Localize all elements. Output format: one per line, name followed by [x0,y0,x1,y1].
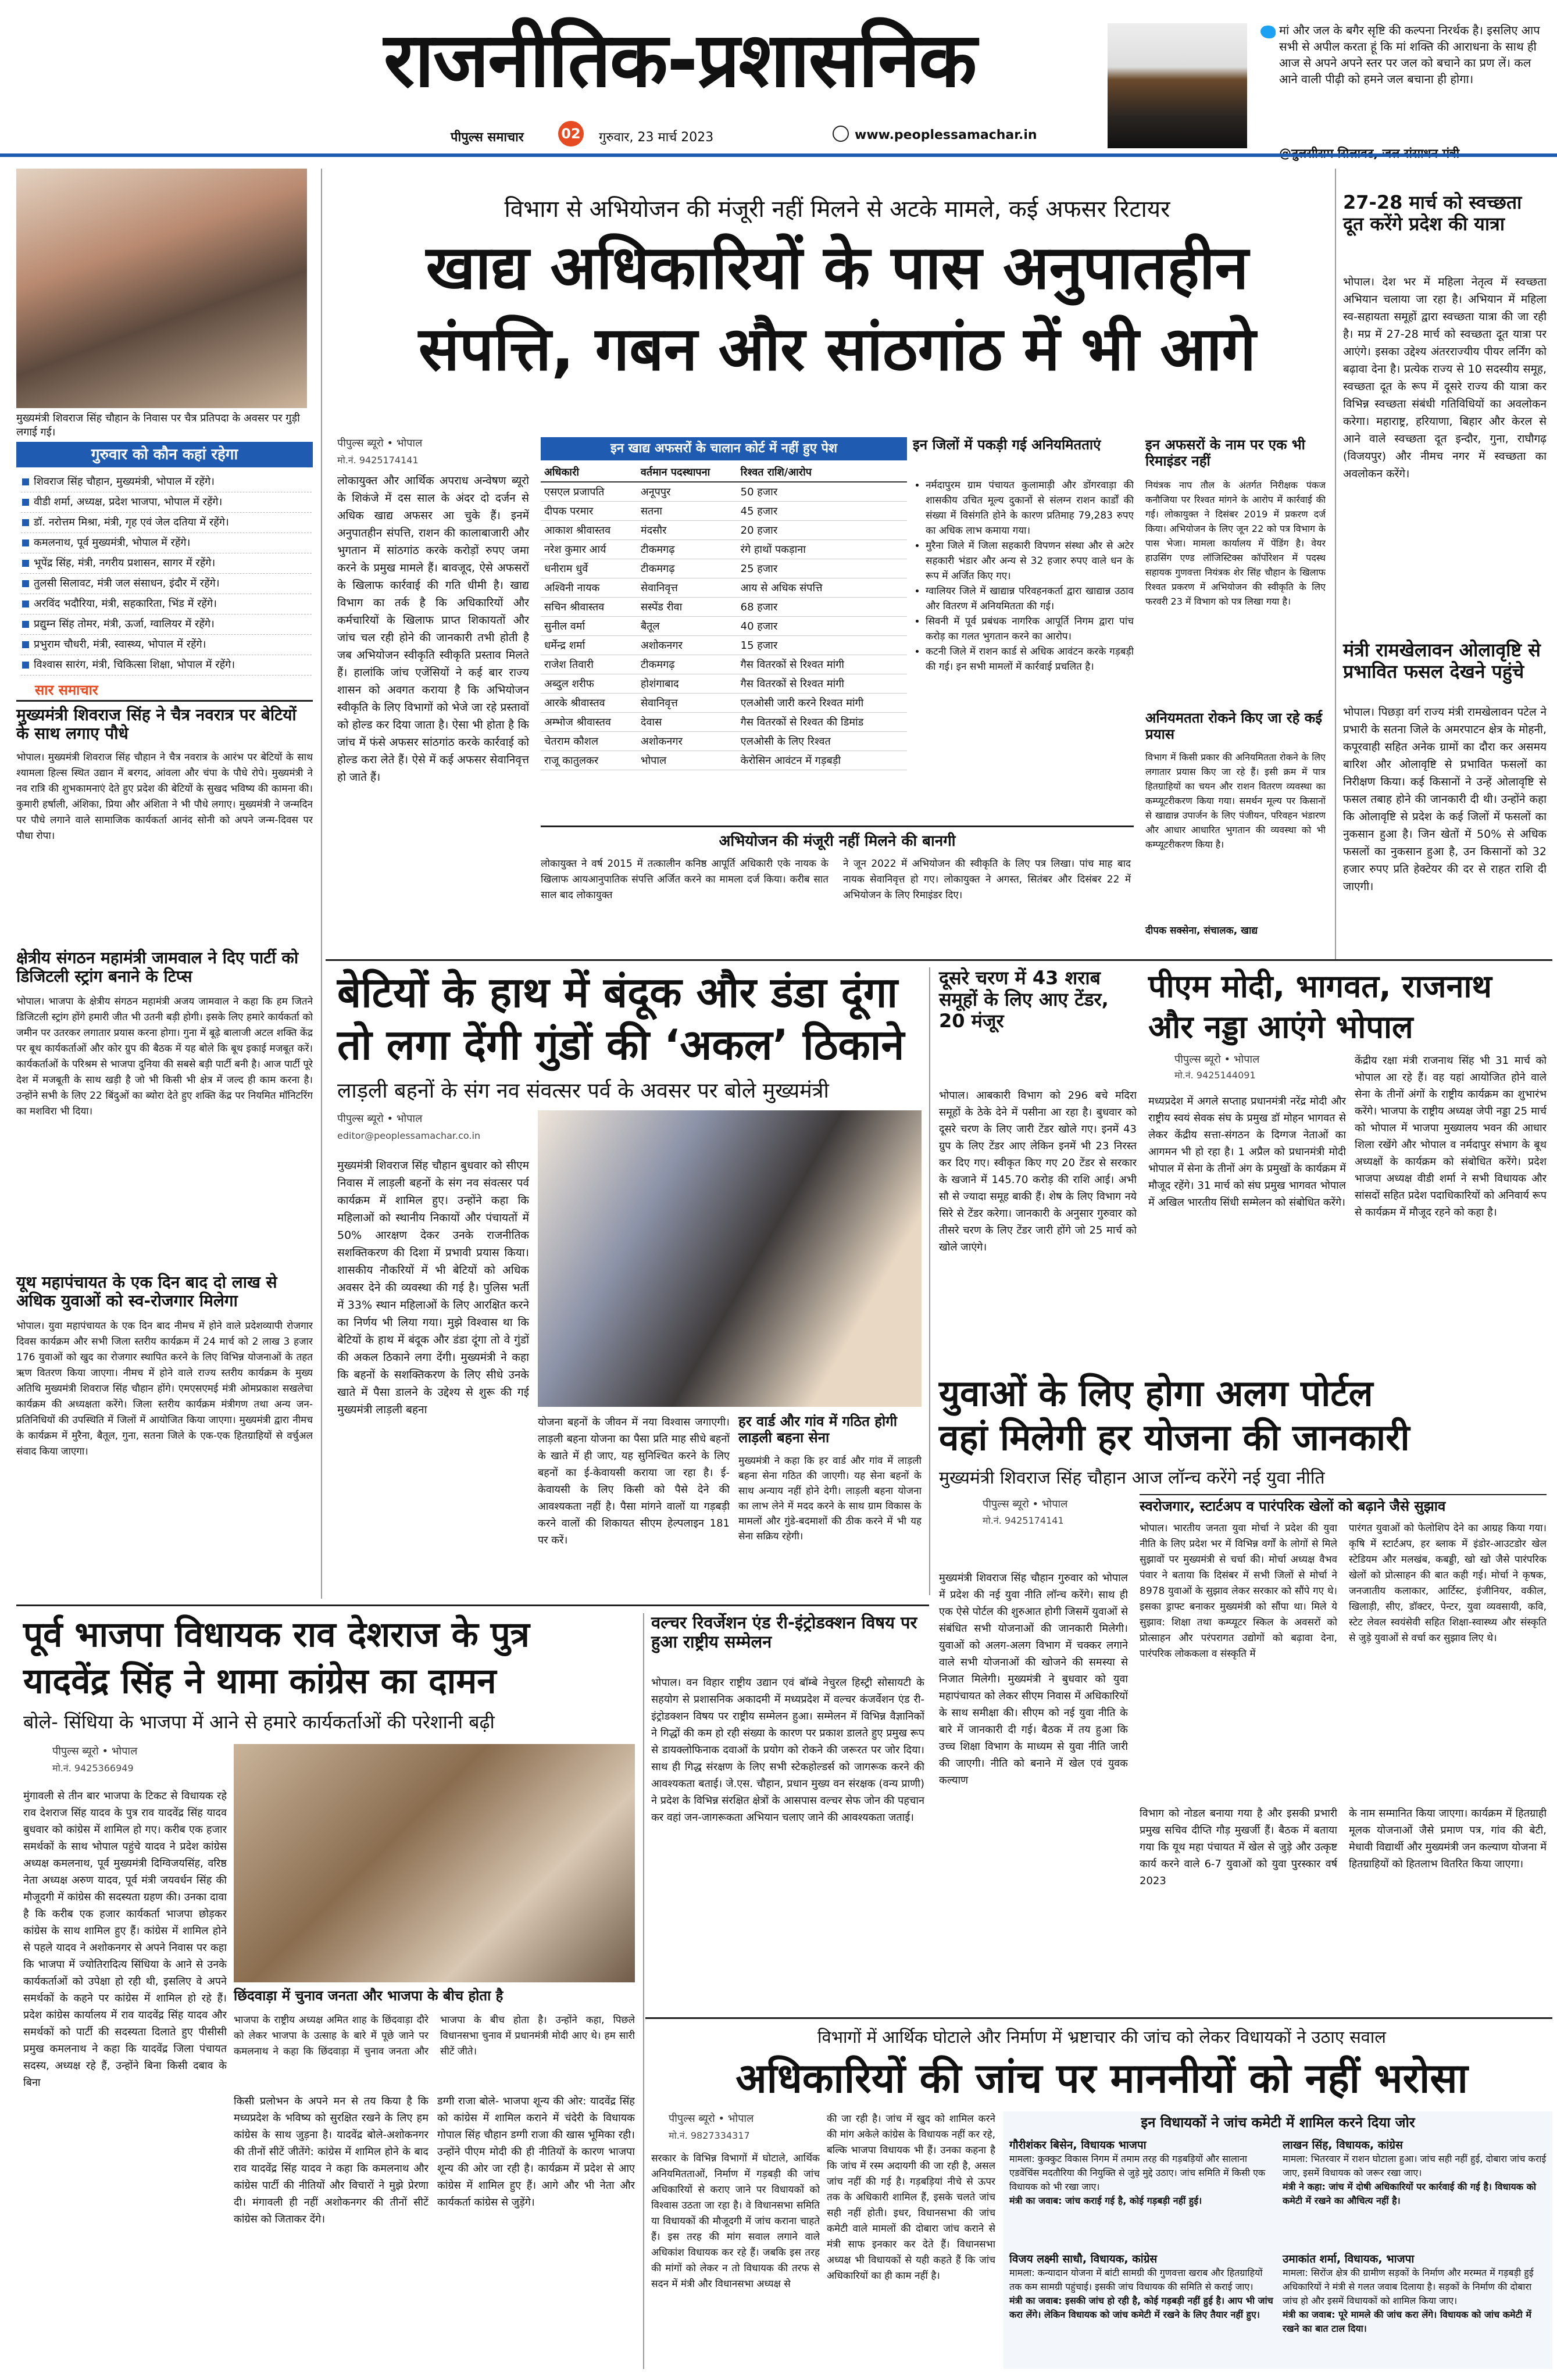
table-row [541,598,907,617]
cell: होशंगाबाद [637,674,737,694]
congress-body-1: मुंगावली से तीन बार भाजपा के टिकट से विधायक रहे राव देशराज सिंह यादव के पुत्र राव यादवेंद्र सिंह यादव बुधवार को कांग्रेस में शामिल हो गए। करीब एक हजार समर्थकों के साथ भोपाल पहुंचे यादव ने प्रदेश कांग्रेस अध्यक्ष कमलनाथ, पूर्व मुख्यमंत्री दिग्विजयसिंह, वरिष्ठ नेता अध्यक्ष अरुण यादव, पूर्व मंत्री जयवर्धन सिंह की मौजूदगी में कांग्रेस की सदस्यता ग्रहण की। उनका दावा है कि करीब एक हजार कार्यकर्ता भाजपा छोड़कर कांग्रेस के साथ शामिल हुए हैं। कांग्रेस में शामिल होने से पहले यादव ने अशोकनगर से अपने निवास पर कहा कि भाजपा में ज्योतिरादित्य सिंधिया के आने से उनके कार्यकर्ताओं को उपेक्षा हो रही थी, इसलिए वे अपने समर्थकों के कहने पर कांग्रेस में शामिल हो रहे हैं। प्रदेश कांग्रेस कार्यालय में राव यादवेंद्र सिंह यादव और समर्थकों को पार्टी की सदस्यता दिलाते हुए पीसीसी प्रमुख कमलनाथ ने कहा कि यादवेंद्र जिला पंचायत सदस्य, अध्यक्ष रहे हैं, उन्होंने बिना किसी दबाव के बिना [23,1790,227,2089]
cell: दीपक परमार [541,502,637,521]
cell: सुनील वर्मा [541,617,637,636]
congress-photo [234,1744,635,1982]
schedule-item: तुलसी सिलावट, मंत्री जल संसाधन, इंदौर में रहेंगे। [21,574,312,594]
cell: अनूपपुर [637,482,737,502]
table-row [541,617,907,636]
congress-byline-text: पीपुल्स ब्यूरो • भोपाल [52,1745,138,1757]
schedule-item: भूपेंद्र सिंह, मंत्री, नगरीय प्रशासन, सागर में रहेंगे। [21,553,312,574]
cell: केरोसिन आवंटन में गड़बड़ी [737,751,907,770]
cell: अश्विनी नायक [541,578,637,598]
table-row [541,655,907,674]
mid-divider [929,967,930,1595]
schedule-item: विश्वास सारंग, मंत्री, चिकित्सा शिक्षा, भोपाल में रहेंगे। [21,655,312,676]
right-divider [1335,169,1336,959]
cell: देवास [637,713,737,732]
congress-headline-1: पूर्व भाजपा विधायक राव देशराज के पुत्र [23,1614,530,1655]
cell: चेतराम कौशल [541,732,637,751]
brief-label: सार समाचार [35,682,98,698]
cell: धर्मेन्द्र शर्मा [541,636,637,655]
swachhata-title: 27-28 मार्च को स्वच्छता दूत करेंगे प्रदेश की यात्रा [1343,191,1522,235]
section-rule [16,1604,929,1606]
congress-body-2: भाजपा के राष्ट्रीय अध्यक्ष अमित शाह के छिंदवाड़ा दौरे को लेकर भाजपा के उत्साह के बारे में पूछे जाने पर कमलनाथ ने कहा कि छिंदवाड़ा में चुनाव जनता और भाजपा के बीच होता है। उन्होंने कहा, पिछले विधानसभा चुनाव में प्रधानमंत्री मोदी आए थे। हम सारी सीटें जीते। [234,2014,635,2057]
brief-body: भोपाल। मुख्यमंत्री शिवराज सिंह चौहान ने चैत्र नवरात्र के आरंभ पर बेटियों के साथ श्यामला हिल्स स्थित उद्यान में बरगद, आंवला और चंपा के पौधे रोपे। मुख्यमंत्री ने नव रात्रि की शुभकामनाएं देते हुए प्रदेश की बेटियों के सुखद भविष्य की कामना की। कुमारी हर्षाली, अंशिका, प्रिया और अंशिता ने भी पौधे लगाए। मुख्यमंत्री ने जन्मदिन पर पौधे लगाने वाले सामाजिक कार्यकर्ता आनंद सोनी को अपने जन्म-दिवस पर पौधा रोपा। [16,752,313,842]
pm-byline-text: पीपुल्स ब्यूरो • भोपाल [1174,1053,1260,1066]
congress-byline [52,1744,137,1758]
schedule-item: कमलनाथ, पूर्व मुख्यमंत्री, भोपाल में रहेंगे। [21,533,312,553]
website-link[interactable]: www.peoplessamachar.in [855,128,1037,142]
mla-name: लाखन सिंह, विधायक, कांग्रेस [1283,2139,1403,2152]
mla-reply: मंत्री ने कहा: जांच में दोषी अधिकारियों पर कार्रवाई की गई है। विधायक को कमेटी में रखने का औचित्य नहीं है। [1283,2181,1537,2206]
mla-issue: मामला: कुक्कुट विकास निगम में तमाम तरह की गड़बड़ियों और सालाना एडवेंचिंस मदतौरिया की नियुक्ति से जुड़े मुद्दे उठाए। जांच समिति में किसी एक विधायक को भी रखा जाए। [1009,2153,1266,2192]
cell: सस्पेंड रीवा [637,598,737,617]
schedule-item: वीडी शर्मा, अध्यक्ष, प्रदेश भाजपा, भोपाल में रहेंगे। [21,492,312,513]
lead-kicker: विभाग से अभियोजन की मंजूरी नहीं मिलने से अटके मामले, कई अफसर रिटायर [504,196,1170,223]
story2-byline-text: पीपुल्स ब्यूरो • भोपाल [337,1113,423,1125]
vulture-title: वल्चर रिवर्जेशन एंड री-इंट्रोडक्शन विषय पर हुआ राष्ट्रीय सम्मेलन [651,1613,917,1652]
brief-title: क्षेत्रीय संगठन महामंत्री जामवाल ने दिए पार्टी को डिजिटली स्ट्रांग बनाने के टिप्स [16,948,299,987]
table-header: अधिकारी [541,463,637,482]
list-item: • मुरैना जिले में जिला सहकारी विपणन संस्था और से अटेर सहकारी भंडार और अन्य से 32 हजार रुपए वाले धन के रूप में अर्जित किए गए। [926,538,1134,584]
mla-kicker: विभागों में आर्थिक घोटाले और निर्माण में भ्रष्टाचार की जांच को लेकर विधायकों ने उठाए सवाल [817,2027,1386,2047]
mla-headline: अधिकारियों की जांच पर माननीयों को नहीं भरोसा [735,2054,1468,2102]
cell: सेवानिवृत्त [637,578,737,598]
cell: भोपाल [637,751,737,770]
cell: मंदसौर [637,521,737,540]
table-row [541,713,907,732]
portal-headline-1: युवाओं के लिए होगा अलग पोर्टल [939,1372,1373,1414]
portal-byline-text: पीपुल्स ब्यूरो • भोपाल [983,1498,1068,1510]
cell: आरके श्रीवास्तव [541,694,637,713]
mla-item [1009,2251,1274,2322]
section-rule [326,959,1552,961]
lead-body: लोकायुक्त और आर्थिक अपराध अन्वेषण ब्यूरो के शिकंजे में दस साल के अंदर दो दर्जन से अधिक खाद्य अफसर आ चुके हैं। इनमें अनुपातहीन संपत्ति, राशन की कालाबाजारी और भुगतान में सांठगांठ करके करोड़ों रुपए जमा करने के प्रमुख मामले हैं। बावजूद, ऐसे अफसरों के खिलाफ कार्रवाई की गति धीमी है। खाद्य विभाग का तर्क है कि अधिकारियों और कर्मचारियों के खिलाफ प्राप्त शिकायतों और जांच चल रही होने की जानकारी तभी होती है जब अभियोजन स्वीकृति स्वीकृति प्रस्ताव मिलते हैं। हालांकि जांच एजेंसियों ने कई बार राज्य शासन को अवगत कराया है कि अभियोजन स्वीकृति के लिए विभागों को भेजे जा रहे प्रस्तावों को होल्ड कर दिया जाता है। ऐसा भी होता है कि जांच में फंसे अफसर सांठगांठ करके कार्रवाई को होल्ड करा लेते हैं। ऐसे में कई अफसर सेवानिवृत्त हो जाते हैं। [337,474,529,784]
schedule-item: अरविंद भदौरिया, मंत्री, सहकारिता, भिंड में रहेंगे। [21,594,312,614]
prevention-title: अनियमतता रोकने किए जा रहे कई प्रयास [1145,710,1323,742]
cell: सेवानिवृत्त [637,694,737,713]
issue-date: गुरुवार, 23 मार्च 2023 [599,130,714,145]
cell: धनीराम धुर्वे [541,559,637,578]
table-header: वर्तमान पदस्थापना [637,463,737,482]
lead-headline-2: संपत्ति, गबन और सांठगांठ में भी आगे [418,313,1256,384]
story2-body-2: योजना बहनों के जीवन में नया विश्वास जगाएगी। लाड़ली बहना योजना का पैसा प्रति माह सीधे बहनों के खाते में ही जाए, यह सुनिश्चित करने के लिए बहनों का ई-केवायसी कराया जा रहा है। ई-केवायसी के लिए किसी को पैसे देने की आवश्यकता नहीं है। पैसा मांगने वालों या गड़बड़ी करने वालों की शिकायत सीएम हेल्पलाइन 181 पर करें। [538,1416,730,1546]
story2-email: editor@peoplessamachar.co.in [337,1130,481,1141]
cell: गैस वितरकों से रिश्वत मांगी [737,674,907,694]
mla-body-2: की जा रही है। जांच में खुद को शामिल करने की मांग अकेले कांग्रेस के विधायक नहीं कर रहे, बल्कि भाजपा विधायक भी हैं। उनका कहना है कि जांच में रस्म अदायगी की जा रही है, असल जांच नहीं की गई है। गड़बड़ियां नीचे से ऊपर तक के अधिकारी शामिल हैं, इसके चलते जांच सही नहीं होती। इधर, विधानसभा की जांच कमेटी वाले मामलों की दोबारा जांच कराने से मंत्री साफ इनकार कर देते हैं। विधानसभा अध्यक्ष भी विधायकों से यही कहते हैं कि जांच अधिकारियों का ही काम नहीं है। [827,2113,995,2282]
table-row [541,502,907,521]
lead-byline [337,436,422,450]
cell: सचिन श्रीवास्तव [541,598,637,617]
ladli-sena-title: हर वार्ड और गांव में गठित होगी लाड़ली बहना सेना [738,1413,897,1446]
table-row [541,636,907,655]
prosecution-text-2: ने जून 2022 में अभियोजन की स्वीकृति के लिए पत्र लिखा। पांच माह बाद नायक सेवानिवृत्त हो गए। लोकायुक्त ने अगस्त, सितंबर और दिसंबर 22 में अभियोजन के लिए रिमाइंडर दिए। [843,858,1131,901]
cell: रंगे हाथों पकड़ाना [737,540,907,559]
portal-body-2: विभाग को नोडल बनाया गया है और इसकी प्रभारी प्रमुख सचिव दीप्ति गौड़ मुखर्जी हैं। बैठक में बताया गया कि यूथ महा पंचायत में खेल से जुड़े और उत्कृष्ट कार्य करने वाले 6-7 युवाओं को युवा पुरस्कार वर्ष 2023 [1140,1807,1337,1887]
prosecution-text-1: लोकायुक्त ने वर्ष 2015 में तत्कालीन कनिष्ठ आपूर्ति अधिकारी एके नायक के खिलाफ आयआनुपातिक संपत्ति अर्जित करने का मामला दर्ज किया। करीब सात साल बाद लोकायुक्त [541,858,829,901]
cell: अशोकनगर [637,636,737,655]
pm-byline [1174,1052,1259,1066]
list-item: • ग्वालियर जिले में खाद्यान्न परिवहनकर्ता द्वारा खाद्यान्न उठाव और वितरण में अनियमितता की गई। [926,584,1134,614]
mla-item [1283,2137,1547,2208]
story2-body-1: मुख्यमंत्री शिवराज सिंह चौहान बुधवार को सीएम निवास में लाड़ली बहनों के संग नव संवत्सर पर्व कार्यक्रम में शामिल हुए। उन्होंने कहा कि महिलाओं को स्थानीय निकायों और पंचायतों में 50% आरक्षण देकर उनके राजनीतिक सशक्तिकरण की दिशा में प्रभावी प्रयास किया। शासकीय नौकरियों में भी बेटियों को अधिक अवसर देने की व्यवस्था की गई है। पुलिस भर्ती में 33% स्थान महिलाओं के लिए आरक्षित करने का निर्णय भी लिया गया। मुझे विश्वास था कि बेटियों के हाथ में बंदूक और डंडा दूंगा तो वे गुंडों की अकल ठिकाने लगा देंगी। मुख्यमंत्री ने कहा कि बहनों के सशक्तिकरण के लिए सीधे उनके खाते में पैसा डालने के उद्देश्य से शुरू की गई मुख्यमंत्री लाड़ली बहना [337,1159,529,1416]
portal-body-1: मुख्यमंत्री शिवराज सिंह चौहान गुरुवार को भोपाल में प्रदेश की नई युवा नीति लॉन्च करेंगे। साथ ही एक ऐसे पोर्टल की शुरुआत होगी जिसमें युवाओं से संबंधित सभी योजनाओं की जानकारी मिलेगी। युवाओं को अलग-अलग विभाग में चक्कर लगाने वाले सभी योजनाओं की खोजने की समस्या से निजात मिलेगी। मुख्यमंत्री ने बुधवार को युवा महापंचायत को लेकर सीएम निवास में अधिकारियों के साथ समीक्षा की। सीएम को नई युवा नीति के बारे में जानकारी दी गई। बैठक में तय हुआ कि उच्च शिक्षा विभाग के माध्यम से युवा नीति जारी की जाएगी। नीति को बनाने में खेल एवं युवक कल्याण [939,1572,1128,1786]
pm-headline-2: और नड्डा आएंगे भोपाल [1148,1009,1413,1045]
brief-title: मुख्यमंत्री शिवराज सिंह ने चैत्र नवरात्र पर बेटियों के साथ लगाए पौधे [16,705,297,744]
schedule-item: डॉ. नरोत्तम मिश्रा, मंत्री, गृह एवं जेल दतिया में रहेंगे। [21,513,312,533]
mla-name: विजय लक्ष्मी साधौ, विधायक, कांग्रेस [1009,2253,1158,2265]
mla-byline [669,2111,753,2125]
mla-box [1004,2111,1552,2369]
story2-headline-2: तो लगा देंगी गुंडों की ‘अकल’ ठिकाने [337,1020,905,1069]
mla-item [1009,2137,1274,2208]
cell: 40 हजार [737,617,907,636]
mla-name: गौरीशंकर बिसेन, विधायक भाजपा [1009,2139,1147,2152]
cell: टीकमगढ़ [637,540,737,559]
reminder-body: नियंत्रक नाप तौल के अंतर्गत निरीक्षक पंकज कनौजिया पर रिश्वत मांगने के आरोप में कार्रवाई की गई। लोकायुक्त ने दिसंबर 2019 में प्रकरण दर्ज किया। अभियोजन के लिए जून 22 को पत्र विभाग के पास भेजा। मामला कार्यालय में पेंडिंग है। वेयर हाउसिंग एण्ड लॉजिस्टिक्स कॉर्पोरेशन में पदस्थ सहायक गुणवत्ता नियंत्रक शेर सिंह चौहान के खिलाफ रिश्वत प्रकरण में अभियोजन की स्वीकृति के लिए फरवरी 23 में विभाग को पत्र लिखा गया है। [1145,480,1326,607]
congress-headline-2: यादवेंद्र सिंह ने थामा कांग्रेस का दामन [23,1661,497,1702]
schedule-item: प्रभुराम चौधरी, मंत्री, स्वास्थ्य, भोपाल में रहेंगे। [21,635,312,655]
vulture-body: भोपाल। वन विहार राष्ट्रीय उद्यान एवं बॉम्बे नेचुरल हिस्ट्री सोसायटी के सहयोग से प्रशासनिक अकादमी में मध्यप्रदेश में वल्चर कंजर्वेशन एंड री-इंट्रोडक्शन विषय पर राष्ट्रीय सम्मेलन हुआ। सम्मेलन में विभिन्न वैज्ञानिकों ने गिद्धों की कम हो रही संख्या के कारण पर प्रकाश डालते हुए प्रमुख रूप से डायक्लोफिनाक दवाओं के प्रयोग को रोकने की जरूरत पर जोर दिया। साथ ही गिद्ध संरक्षण के लिए सभी स्टेकहोल्डर्स को जागरूक करने की आवश्यकता बताई। जे.एस. चौहान, प्रधान मुख्य वन संरक्षक (वन्य प्राणी) ने प्रदेश के विभिन्न संरक्षित क्षेत्रों के आसपास वल्चर सेफ जोन की पहचान कर वहां जन-जागरूकता अभियान चलाए जाने की आवश्यकता जताई। [651,1677,924,1824]
portal-sidebar-body-2: पारंगत युवाओं को फेलोशिप देने का आग्रह किया गया। कृषि में स्टार्टअप, हर ब्लाक में इंडोर-आउटडोर खेल स्टेडियम और मलखंब, कबड्डी, खो खो जैसे पारंपरिक खेलों को प्रोत्साहन की बात कही गई। मोर्चा ने कृषक, जनजातीय कलाकार, आर्टिस्ट, इंजीनियर, वकील, खिलाड़ी, सीए, डॉक्टर, पेन्टर, युवा व्यवसायी, कवि, स्टेट लेवल स्वयंसेवी सहित शिक्षा-स्वास्थ्य और संस्कृति से जुड़े युवाओं से वर्चा कर सुझाव लिए थे। [1349,1523,1547,1644]
cell: राजू कातुलकर [541,751,637,770]
pm-mobile: मो.नं. 9425144091 [1174,1070,1256,1081]
cell: एसएल प्रजापति [541,482,637,502]
pm-body-2: केंद्रीय रक्षा मंत्री राजनाथ सिंह भी 31 मार्च को भोपाल आ रहे हैं। वह यहां आयोजित होने वाले सेना के तीनों अंगों के राष्ट्रीय कार्यक्रम का शुभारंभ करेंगे। भाजपा के राष्ट्रीय अध्यक्ष जेपी नड्डा 25 मार्च को भोपाल में भाजपा मुख्यालय भवन की आधार शिला रखेंगे और भोपाल व नर्मदापुर संभाग के बूथ अध्यक्षों के कार्यक्रम को संबोधित करेंगे। प्रदेश भाजपा अध्यक्ष वीडी शर्मा ने सभी विधायक और सांसदों सहित प्रदेश पदाधिकारियों को अनिवार्य रूप से कार्यक्रम में मौजूद रहने को कहा है। [1355,1055,1547,1218]
mla-reply: मंत्री का जवाब: इसकी जांच हो रही है, कोई गड़बड़ी नहीं हुई है। आप भी जांच करा लेंगे। लेकिन विधायक को जांच कमेटी में रखने के लिए तैयार नहीं हुए। [1009,2295,1273,2320]
lower-divider [643,1613,644,2369]
page-number: 02 [558,121,584,146]
cell: अशोकनगर [637,732,737,751]
schedule-list [21,472,312,676]
table-header-row [541,463,907,482]
story2-byline [337,1112,422,1125]
mla-reply: मंत्री का जवाब: पूरे मामले की जांच करा लेंगे। विधायक को जांच कमेटी में रखने का बात टाल दिया। [1283,2309,1531,2334]
cell: अब्दुल शरीफ [541,674,637,694]
liquor-title: दूसरे चरण में 43 शराब समूहों के लिए आए टेंडर, 20 मंजूर [939,967,1109,1032]
portal-body-3: के नाम सम्मानित किया जाएगा। कार्यक्रम में हितग्राही मूलक योजनाओं जैसे प्रमाण पत्र, गांव की बेटी, मेधावी विद्यार्थी और मुख्यमंत्री जन कल्याण योजना में हितग्राहियों को हितलाभ वितरित किया जाएगा। [1349,1807,1547,1870]
congress-body-3: किसी प्रलोभन के अपने मन से तय किया है कि मध्यप्रदेश के भविष्य को सुरक्षित रखने के लिए हम कांग्रेस के साथ जुड़ना है। यादवेंद्र बोले-अशोकनगर की तीनों सीटें जीतेंगे: कांग्रेस में शामिल होने के बाद राव यादवेंद्र सिंह यादव ने कहा कि कमलनाथ और कांग्रेस पार्टी की नीतियों और विचारों ने मुझे प्रेरणा दी। मंगावली ही नहीं अशोकनगर की तीनों सीटें कांग्रेस को जिताकर देंगे। [234,2095,428,2225]
mla-issue: मामला: भितरवार में राशन घोटाला हुआ। जांच सही नहीं हुई, दोबारा जांच कराई जाए, इसमें विधायक को जरूर रखा जाए। [1283,2153,1547,2178]
cell: 50 हजार [737,482,907,502]
cell: गैस वितरकों से रिश्वत मांगी [737,655,907,674]
mla-reply: मंत्री का जवाब: जांच कराई गई है, कोई गड़बड़ी नहीं हुई। [1009,2195,1202,2206]
pm-body-1: मध्यप्रदेश में अगले सप्ताह प्रधानमंत्री नरेंद्र मोदी और राष्ट्रीय स्वयं सेवक संघ के प्रमुख डॉ मोहन भागवत से लेकर केंद्रीय सत्ता-संगठन के दिग्गज नेताओं का आगमन भी हो रहा है। 1 अप्रैल को प्रधानमंत्री मोदी भोपाल में सेना के तीनों अंग के प्रमुखों के कार्यक्रम में मौजूद रहेंगे। 31 मार्च को संघ प्रमुख भागवत भोपाल में अखिल भारतीय सिंधी सम्मेलन को संबोधित करेंगे। [1148,1095,1346,1209]
brief-body: भोपाल। भाजपा के क्षेत्रीय संगठन महामंत्री अजय जामवाल ने कहा कि हम जितने डिजिटली स्ट्रांग होंगे हमारी जीत भी उतनी बड़ी होगी। इसके लिए हमारे कार्यकर्ता को जमीन पर उतरकर लगातार प्रयास करना होगा। गुना में बूढ़े बालाजी अटल शक्ति केंद्र पर बूथ कार्यकर्ताओं और कोर ग्रुप की बैठक में यह बोले कि बूथ इकाई मजबूत करें। कार्यकर्ताओं के परिश्रम से भाजपा दुनिया की सबसे बड़ी पार्टी बनी है। आज पार्टी पूरे देश में मजबूती के साथ खड़ी है जो भी किसी भी क्षेत्र में जल्द ही काम करना है। उन्होंने सभी के लिए 22 बिंदुओं का ब्योरा देते हुए शक्ति केंद्र पर नियमित मॉनिटरिंग का मशविरा भी दिया। [16,996,313,1117]
lead-table-title: इन खाद्य अफसरों के चालान कोर्ट में नहीं हुए पेश [541,437,907,460]
ladli-sena-body: मुख्यमंत्री ने कहा कि हर वार्ड और गांव में लाड़ली बहना सेना गठित की जाएगी। यह सेना बहनों के साथ अन्याय नहीं होने देगी। लाड़ली बहना योजना का लाभ लेने में मदद करने के साथ ग्राम विकास के मामलों और गुंडे-बदमाशों की ठीक करने में भी यह सेना सक्रिय रहेगी। [738,1455,922,1542]
list-item: • नर्मदापुरम ग्राम पंचायत कुलामाड़ी और डोंगरवाड़ा की शासकीय उचित मूल्य दुकानों से संलग्न राशन कार्डों की संख्या में विसंगति होने के कारण प्रतिमाह 79,283 रुपए का अधिक लाभ कमाया गया। [926,478,1134,538]
mla-issue: मामला: सिरोंज क्षेत्र की ग्रामीण सड़कों के निर्माण और मरम्मत में गड़बड़ी हुई अधिकारियों ने मंत्री से गलत जवाब दिलाया है। सड़कों के निर्माण की दोबारा जांच हो और इसमें विधायकों को शामिल किया जाए। [1283,2267,1534,2306]
cell: 45 हजार [737,502,907,521]
cell: सतना [637,502,737,521]
cell: आय से अधिक संपत्ति [737,578,907,598]
cell: एलओसी के लिए रिश्वत [737,732,907,751]
cell: राजेश तिवारी [541,655,637,674]
mla-item [1283,2251,1547,2336]
lead-headline-1: खाद्य अधिकारियों के पास अनुपातहीन [426,232,1249,303]
table-row [541,674,907,694]
mla-body-1: सरकार के विभिन्न विभागों में घोटाले, आर्थिक अनियमितताओं, निर्माण में गड़बड़ी की जांच अधिकारियों से कराए जाने पर विधायकों को विश्वास उठता जा रहा है। वे विधानसभा समिति या विधायकों की मौजूदगी में जांच कराना चाहते हैं। इस तरह की मांग सवाल लगाने वाले अधिकांश विधायक कर रहे हैं। जबकि इस तरह की मांगों को लेकर न तो विधायक की तरफ से सदन में मंत्री और विधानसभा अध्यक्ष से [651,2153,820,2290]
cell: 25 हजार [737,559,907,578]
portal-sidebar [1140,1494,1547,1796]
mla-mobile: मो.नं. 9827334317 [669,2130,750,2141]
prosecution-box [541,826,1134,937]
chhindwara-title: छिंदवाड़ा में चुनाव जनता और भाजपा के बीच होता है [234,1988,503,2004]
table-row [541,732,907,751]
irregularities-list [913,478,1134,809]
cm-gudi-photo [16,169,307,408]
cell: टीकमगढ़ [637,655,737,674]
cell: 15 हजार [737,636,907,655]
pm-headline-1: पीएम मोदी, भागवत, राजनाथ [1148,968,1492,1005]
portal-sidebar-body: भोपाल। भारतीय जनता युवा मोर्चा ने प्रदेश की युवा नीति के लिए प्रदेश भर में विभिन्न वर्गों के लोगों से मिले सुझावों पर मुख्यमंत्री से चर्चा की। मोर्चा अध्यक्ष वैभव पंवार ने बताया कि दिसंबर में सभी जिलों से मोर्चा ने 8978 युवाओं के सुझाव लेकर सरकार को सौंपे गए थे। इसका ड्राफ्ट बनाकर मुख्यमंत्री को सौंपा था। मिले ये सुझाव: शिक्षा तथा कम्प्यूटर स्किल के अवसरों को प्रोत्साहन और परंपरागत उद्योगों को बढ़ावा देना, पारंपरिक लोककला व संस्कृति में [1140,1523,1337,1660]
cell: आकाश श्रीवास्तव [541,521,637,540]
swachhata-body: भोपाल। देश भर में महिला नेतृत्व में स्वच्छता अभियान चलाया जा रहा है। अभियान में महिला स्व-सहायता समूहों द्वारा स्वच्छता यात्रा की जा रही है। मप्र में 27-28 मार्च को स्वच्छता दूत यात्रा पर आएंगे। इसका उद्देश्य अंतरराज्यीय पीयर लर्निंग को बढ़ावा देना है। प्रत्येक राज्य से 10 सदस्यीय समूह, स्वच्छता दूत के रूप में दूसरे राज्य की यात्रा कर विभिन्न स्वच्छता संबंधी गतिविधियों का अवलोकन करेगा। महाराष्ट्र, हरियाणा, बिहार और केरल से आने वाले स्वच्छता दूत इन्दौर, गुना, राघौगढ़ (विजयपुर) और नीमच नगर में स्वच्छता का अवलोकन करेंगे। [1343,276,1547,480]
ramkhelawan-title: मंत्री रामखेलावन ओलावृष्टि से प्रभावित फसल देखने पहुंचे [1343,639,1541,682]
table-row [541,482,907,502]
twitter-icon [1260,26,1276,38]
table-row [541,559,907,578]
brief-body: भोपाल। युवा महापंचायत के एक दिन बाद नीमच में होने वाले प्रदेशव्यापी रोजगार दिवस कार्यक्रम और सभी जिला स्तरीय कार्यक्रम में 24 मार्च को 2 लाख 3 हजार 176 युवाओं को खुद का रोजगार स्थापित करने के लिए विभिन्न योजनाओं के तहत ऋण वितरण किया जाएगा। नीमच में होने वाले राज्य स्तरीय कार्यक्रम के मुख्य अतिथि मुख्यमंत्री शिवराज सिंह चौहान होंगे। एमएसएमई मंत्री ओमप्रकाश सखलेचा कार्यक्रम की अध्यक्षता करेंगे। जिला स्तरीय कार्यक्रम मंत्रीगण तथा अन्य जन-प्रतिनिधियों की उपस्थिति में जिलों में आयोजित किया जाएगा। मुख्यमंत्री द्वारा नीमच के कार्यक्रम में मुरैना, बैतूल, गुना, सतना जिले के एक-एक हितग्राहियों से वर्चुअल संवाद किया जाएगा। [16,1320,313,1457]
prosecution-title: अभियोजन की मंजूरी नहीं मिलने की बानगी [719,832,956,850]
mla-byline-text: पीपुल्स ब्यूरो • भोपाल [669,2113,754,2125]
cell: 68 हजार [737,598,907,617]
mla-box-title: इन विधायकों ने जांच कमेटी में शामिल करने दिया जोर [1141,2114,1415,2131]
ramkhelawan-body: भोपाल। पिछड़ा वर्ग राज्य मंत्री रामखेलावन पटेल ने प्रभारी के सतना जिले के अमरपाटन क्षेत्र के मोहनी, कपूरवाही सहित अनेक ग्रामों का दौरा कर असमय बारिश और ओलावृष्टि से प्रभावित फसलों का निरीक्षण किया। कई किसानों ने उन्हें ओलावृष्टि से फसल तबाह होने की जानकारी दी थी। उन्होंने कहा कि ओलावृष्टि से प्रदेश के कई जिलों में फसलों का नुकसान हुआ है। जिन खेतों में 50% से अधिक फसलों का नुकसान हुआ है, उन किसानों को 32 हजार रुपए प्रति हेक्टेयर की दर से राहत राशि दी जाएगी। [1343,706,1547,893]
congress-body-4: डग्गी राजा बोले- भाजपा शून्य की ओर: यादवेंद्र सिंह को कांग्रेस में शामिल कराने में चंदेरी के विधायक गोपाल सिंह चौहान डग्गी राजा की खास भूमिका रही। उन्होंने पीएम मोदी की ही नीतियों के कारण भाजपा शून्य की ओर जा रही है। कार्यक्रम में प्रदेश से आए कांग्रेस में शामिल हुए हैं। आगे और भी नेता और कार्यकर्ता कांग्रेस से जुड़ेंगे। [437,2095,635,2209]
table-row [541,694,907,713]
table-row [541,751,907,770]
cell: टीकमगढ़ [637,559,737,578]
lead-table [541,463,907,770]
globe-icon [833,126,849,142]
table-header: रिश्वत राशि/आरोप [737,463,907,482]
table-row [541,578,907,598]
schedule-title: गुरुवार को कौन कहां रहेगा [16,442,313,467]
section-rule [645,2017,1552,2019]
prevention-body: विभाग में किसी प्रकार की अनियमितता रोकने के लिए लगातार प्रयास किए जा रहे हैं। इसी क्रम में पात्र हितग्राहियों का चयन और राशन वितरण व्यवस्था का कम्प्यूटरीकरण किया गया। समर्थन मूल्य पर किसानों से खाद्यान्न उपार्जन के लिए पंजीयन, परिवहन भंडारण और आधार आधारित भुगतान की व्यवस्था को भी कम्प्यूटरीकरण किया है। [1145,752,1326,850]
schedule-item: शिवराज सिंह चौहान, मुख्यमंत्री, भोपाल में रहेंगे। [21,472,312,492]
section-title: राजनीतिक-प्रशासनिक [384,16,976,104]
cell: 20 हजार [737,521,907,540]
story2-headline-1: बेटियों के हाथ में बंदूक और डंडा दूंगा [337,968,898,1017]
table-row [541,521,907,540]
minister-quote: मां और जल के बगैर सृष्टि की कल्पना निरर्थक है। इसलिए आप सभी से अपील करता हूं कि मां शक्ति की आराधना के साथ ही आज से अपने अपने स्तर पर जल को बचाने का प्रण लें। कल आने वाली पीढ़ी को हमने जल बचाना ही होगा। [1279,23,1540,86]
cell: अम्भोज श्रीवास्तव [541,713,637,732]
portal-mobile: मो.नं. 9425174141 [983,1515,1064,1526]
story2-photo [538,1110,922,1407]
lead-byline-text: पीपुल्स ब्यूरो • भोपाल [337,437,423,449]
lead-mobile: मो.नं. 9425174141 [337,455,419,466]
brief-rule [16,700,313,702]
mla-issue: मामला: कन्यादान योजना में बांटी सामग्री की गुणवत्ता खराब और हितग्राहियों तक कम सामग्री पहुंचाई। इसकी जांच विधायक की समिति से कराई जाए। [1009,2267,1263,2292]
masthead-rule [0,153,1557,157]
prevention-sign: दीपक सक्सेना, संचालक, खाद्य [1145,925,1258,937]
schedule-item: प्रद्युम्न सिंह तोमर, मंत्री, ऊर्जा, ग्वालियर में रहेंगे। [21,614,312,635]
list-item: • कटनी जिले में राशन कार्ड से अधिक आवंटन करके गड़बड़ी की गई। इन सभी मामलों में कार्रवाई प्रचलित है। [926,644,1134,674]
liquor-body: भोपाल। आबकारी विभाग को 296 बचे मदिरा समूहों के ठेके देने में पसीना आ रहा है। बुधवार को दूसरे चरण के लिए जारी टेंडर खोले गए। इनमें 43 ग्रुप के लिए टेंडर आए लेकिन इनमें भी 23 निरस्त कर दिए गए। स्वीकृत किए गए 20 टेंडर से सरकार के खजाने में 145.70 करोड़ की राशि आई। अभी सौ से ज्यादा समूह बाकी हैं। शेष के लिए विभाग नये सिरे से टेंडर करेगा। जानकारी के अनुसार गुरुवार को तीसरे चरण के लिए टेंडर जारी होंगे जो 25 मार्च को खोले जाएंगे। [939,1089,1137,1253]
reminder-title: इन अफसरों के नाम पर एक भी रिमाइंडर नहीं [1145,437,1305,469]
masthead [0,0,1557,148]
mla-name: उमाकांत शर्मा, विधायक, भाजपा [1283,2253,1415,2265]
congress-deck: बोले- सिंधिया के भाजपा में आने से हमारे कार्यकर्ताओं की परेशानी बढ़ी [23,1711,495,1733]
minister-photo [1108,23,1247,148]
portal-deck: मुख्यमंत्री शिवराज सिंह चौहान आज लॉन्च करेंगे नई युवा नीति [939,1468,1325,1488]
brief-title: यूथ महापंचायत के एक दिन बाद दो लाख से अधिक युवाओं को स्व-रोजगार मिलेगा [16,1273,277,1311]
cell: एलओसी जारी करने रिश्वत मांगी [737,694,907,713]
table-row [541,540,907,559]
cell: बैतूल [637,617,737,636]
paper-name: पीपुल्स समाचार [451,130,524,145]
column-divider [321,169,322,1599]
cell: गैस वितरकों से रिश्वत की डिमांड [737,713,907,732]
irregularities-title: इन जिलों में पकड़ी गई अनियमितताएं [913,437,1101,453]
story2-deck: लाड़ली बहनों के संग नव संवत्सर पर्व के अवसर पर बोले मुख्यमंत्री [337,1079,829,1103]
list-item: • सिवनी में पूर्व प्रबंधक नागरिक आपूर्ति निगम द्वारा पांच करोड़ का गलत भुगतान करने का आरोप। [926,614,1134,644]
portal-sidebar-title: स्वरोजगार, स्टार्टअप व पारंपरिक खेलों को बढ़ाने जैसे सुझाव [1140,1498,1446,1514]
portal-byline [983,1497,1067,1511]
portal-headline-2: वहां मिलेगी हर योजना की जानकारी [939,1416,1410,1459]
photo-caption: मुख्यमंत्री शिवराज सिंह चौहान के निवास पर चैत्र प्रतिपदा के अवसर पर गुड़ी लगाई गई। [16,412,300,438]
congress-mobile: मो.नं. 9425366949 [52,1763,134,1774]
cell: नरेश कुमार आर्य [541,540,637,559]
